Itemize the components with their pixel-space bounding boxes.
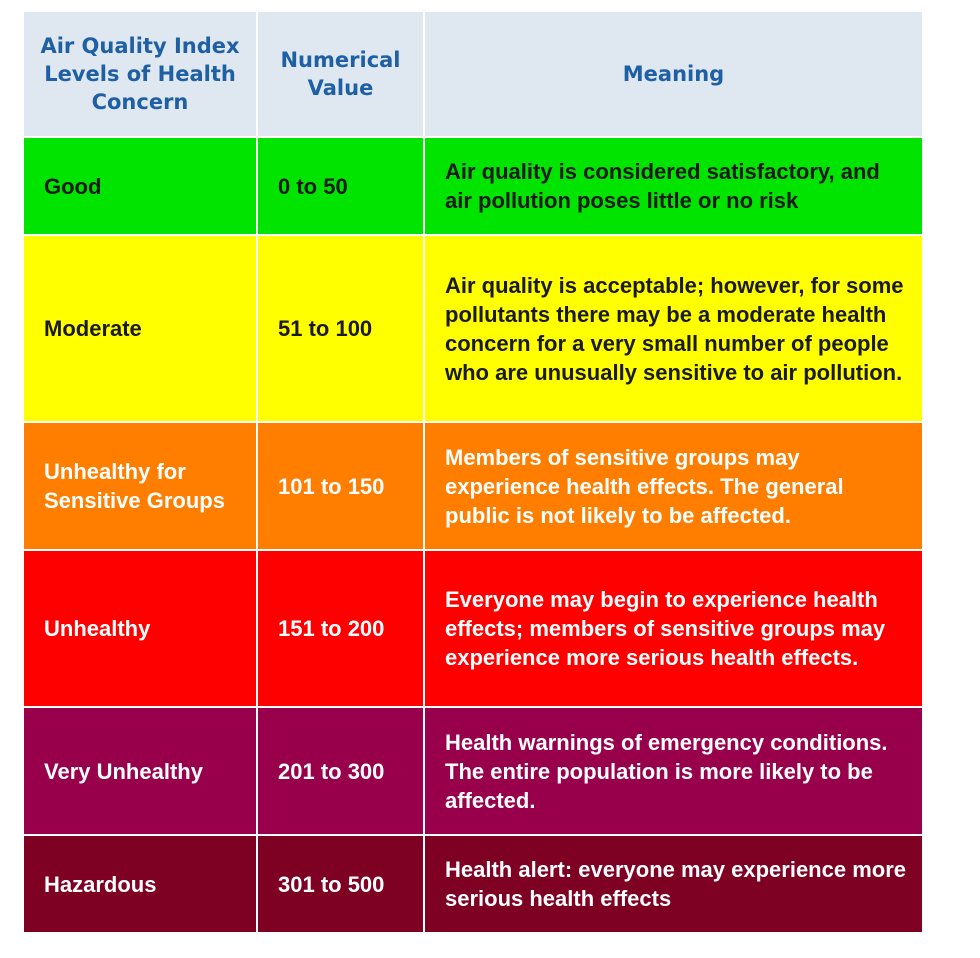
table-header: [23, 11, 923, 137]
cell-meaning: Health alert: everyone may experience more serious health effects: [424, 835, 923, 933]
header-meaning: Meaning: [424, 11, 923, 137]
cell-meaning: Everyone may begin to experience health effects; members of sensitive groups may experience more serious health effects.: [424, 550, 923, 707]
cell-value: 101 to 150: [257, 422, 424, 550]
table-row-unhealthy: [23, 550, 923, 707]
header-row: [23, 11, 923, 137]
aqi-table: [22, 10, 924, 934]
cell-value: 301 to 500: [257, 835, 424, 933]
cell-level: Moderate: [23, 235, 257, 422]
table-row-good: [23, 137, 923, 235]
table-row-moderate: [23, 235, 923, 422]
table-body: [23, 137, 923, 933]
cell-meaning: Members of sensitive groups may experience health effects. The general public is not likely to be affected.: [424, 422, 923, 550]
cell-value: 0 to 50: [257, 137, 424, 235]
table-row-hazardous: [23, 835, 923, 933]
cell-meaning: Air quality is acceptable; however, for some pollutants there may be a moderate health concern for a very small number of people who are unusually sensitive to air pollution.: [424, 235, 923, 422]
cell-level: Unhealthy: [23, 550, 257, 707]
cell-value: 201 to 300: [257, 707, 424, 835]
header-value: Numerical Value: [257, 11, 424, 137]
cell-meaning: Air quality is considered satisfactory, and air pollution poses little or no risk: [424, 137, 923, 235]
cell-value: 151 to 200: [257, 550, 424, 707]
cell-level: Very Unhealthy: [23, 707, 257, 835]
cell-meaning: Health warnings of emergency conditions. The entire population is more likely to be affected.: [424, 707, 923, 835]
header-level: Air Quality Index Levels of Health Concern: [23, 11, 257, 137]
table-row-unhealthy-sensitive: [23, 422, 923, 550]
cell-value: 51 to 100: [257, 235, 424, 422]
cell-level: Good: [23, 137, 257, 235]
table-row-very-unhealthy: [23, 707, 923, 835]
cell-level: Unhealthy for Sensitive Groups: [23, 422, 257, 550]
cell-level: Hazardous: [23, 835, 257, 933]
